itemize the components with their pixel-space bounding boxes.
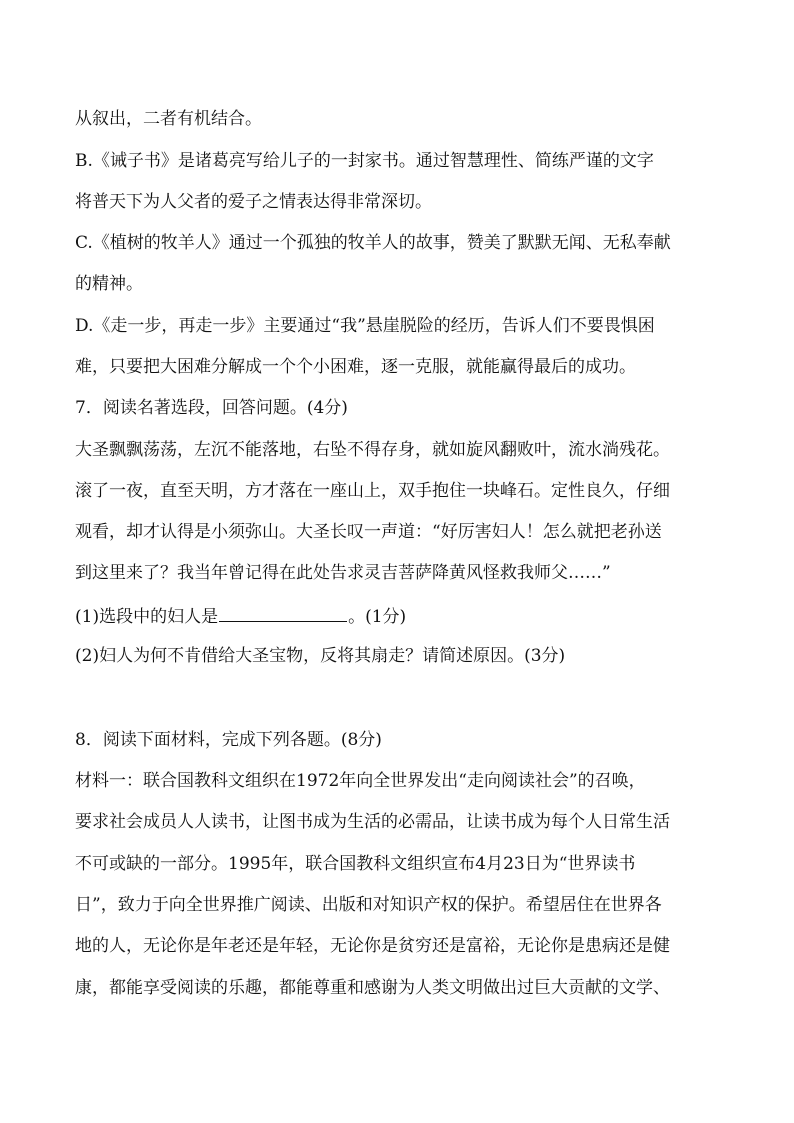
text-line: B.《诫子书》是诸葛亮写给儿子的一封家书。通过智慧理性、简练严谨的文字	[75, 151, 654, 171]
text-line: 材料一：联合国教科文组织在1972年向全世界发出“走向阅读社会”的召唤，	[75, 771, 646, 791]
text-line: 日”，致力于向全世界推广阅读、出版和对知识产权的保护。希望居住在世界各	[75, 895, 662, 915]
text-line: 要求社会成员人人读书，让图书成为生活的必需品，让读书成为每个人日常生活	[75, 812, 670, 832]
text-line: 康，都能享受阅读的乐趣，都能尊重和感谢为人类文明做出过巨大贡献的文学、	[75, 978, 670, 998]
sub-question-2: (2)妇人为何不肯借给大圣宝物，反将其扇走？请简述原因。(3分)	[75, 646, 566, 666]
question-heading: 8．阅读下面材料，完成下列各题。(8分)	[75, 730, 382, 750]
text-line: C.《植树的牧羊人》通过一个孤独的牧羊人的故事，赞美了默默无闻、无私奉献	[75, 233, 671, 253]
text-line: 将普天下为人父者的爱子之情表达得非常深切。	[75, 192, 432, 212]
text-line: 从叙出，二者有机结合。	[75, 109, 262, 129]
text-line: 的精神。	[75, 274, 143, 294]
question-heading: 7．阅读名著选段，回答问题。(4分)	[75, 398, 348, 418]
text-line: 不可或缺的一部分。1995年，联合国教科文组织宣布4月23日为“世界读书	[75, 854, 636, 874]
sub-question-1	[75, 604, 725, 628]
sub-question-1-prefix: (1)选段中的妇人是	[75, 607, 219, 627]
text-line: 观看，却才认得是小须弥山。大圣长叹一声道：“好厉害妇人！怎么就把老孙送	[75, 522, 662, 542]
text-line: 难，只要把大困难分解成一个个小困难，逐一克服，就能赢得最后的成功。	[75, 357, 636, 377]
answer-blank[interactable]	[219, 604, 347, 622]
text-line: 地的人，无论你是年老还是年轻，无论你是贫穷还是富裕，无论你是患病还是健	[75, 936, 670, 956]
text-line: 大圣飘飘荡荡，左沉不能落地，右坠不得存身，就如旋风翻败叶，流水淌残花。	[75, 440, 670, 460]
text-line: 滚了一夜，直至天明，方才落在一座山上，双手抱住一块峰石。定性良久，仔细	[75, 481, 670, 501]
text-line: 到这里来了？我当年曾记得在此处告求灵吉菩萨降黄风怪救我师父……”	[75, 563, 611, 583]
sub-question-1-suffix: 。(1分)	[348, 607, 407, 627]
text-line: D.《走一步，再走一步》主要通过“我”悬崖脱险的经历，告诉人们不要畏惧困	[75, 316, 655, 336]
